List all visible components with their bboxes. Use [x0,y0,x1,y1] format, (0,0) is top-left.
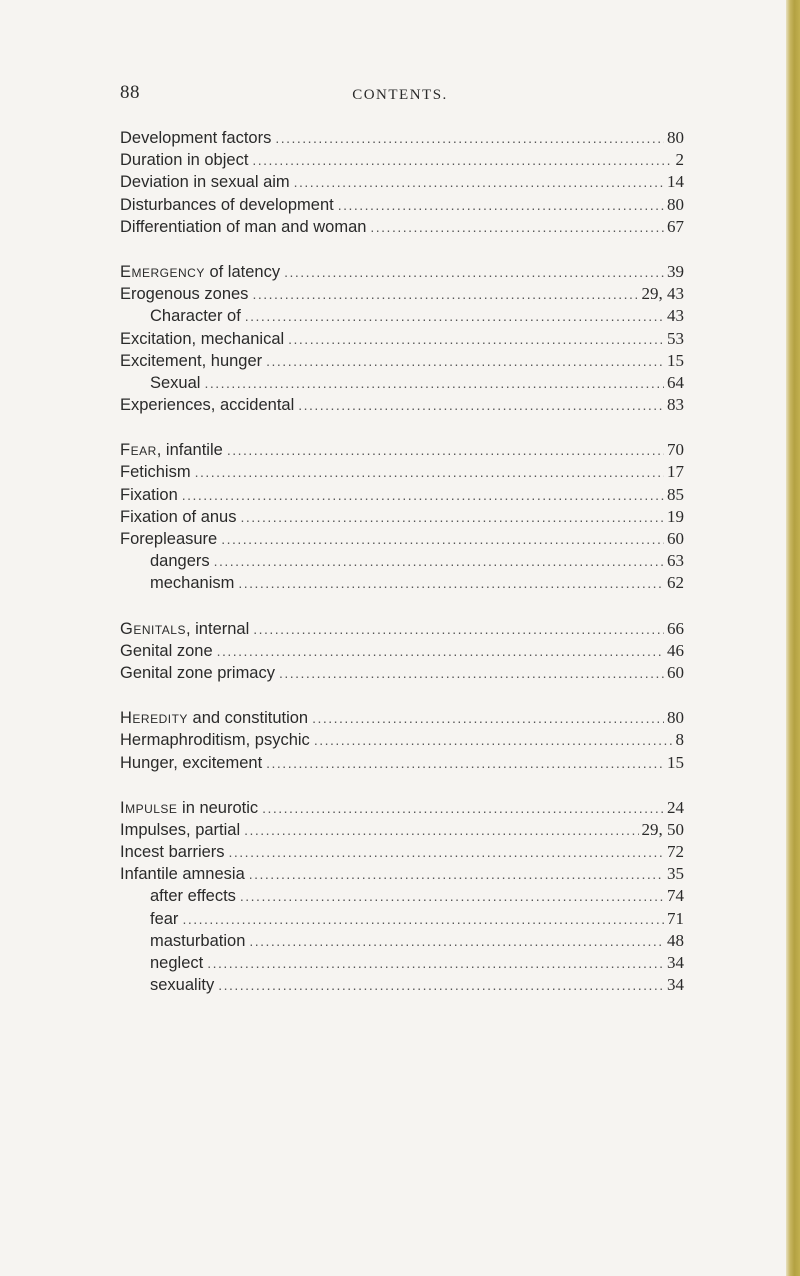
entry-label [120,194,334,216]
entry-label [120,707,308,729]
entry-label [120,797,258,819]
entry-label [120,328,284,350]
entry-text: Differentiation of man and woman [120,217,367,236]
entry-page-number: 85 [667,484,684,504]
dot-leader [370,216,664,238]
dot-leader [266,752,664,774]
dot-leader [240,885,664,907]
dot-leader [266,350,664,372]
entry-text: Impulses, partial [120,820,241,839]
dot-leader [229,841,664,863]
dot-leader [221,528,664,550]
entry-page-number: 71 [667,908,684,928]
contents-entry [120,550,684,572]
dot-leader [182,484,664,506]
dot-leader [284,261,664,283]
dot-leader [275,127,664,149]
entry-label [120,841,225,863]
entry-label [120,171,290,193]
entry-page-number: 60 [667,662,684,682]
page-edge [786,0,800,1276]
dot-leader [294,171,664,193]
dot-leader [314,729,673,751]
entry-page-number: 62 [667,573,684,593]
running-head: CONTENTS. [352,87,448,103]
entry-label [120,350,262,372]
entry-page-number: 66 [667,618,684,638]
entry-text: Hermaphroditism, psychic [120,731,310,750]
dot-leader [249,930,664,952]
entry-text: dangers [150,552,210,571]
entry-text: Erogenous zones [120,285,249,304]
entry-text: , infantile [156,441,223,460]
contents-entry [120,662,684,684]
contents-entry [120,484,684,506]
entry-label [120,819,240,841]
entry-text: Experiences, accidental [120,396,295,415]
contents-entry [120,149,684,171]
contents-entry [120,618,684,640]
entry-text: Hunger, excitement [120,753,263,772]
dot-leader [253,618,664,640]
dot-leader [288,328,664,350]
contents-entry [120,819,684,841]
contents-entry [120,372,684,394]
entry-text: Excitement, hunger [120,351,263,370]
entry-page-number: 8 [675,730,684,750]
contents-entry [120,283,684,305]
entry-label [120,952,203,974]
entry-label [120,908,178,930]
entry-label [120,550,210,572]
entry-text: Disturbances of development [120,195,334,214]
entry-page-number: 14 [667,172,684,192]
contents-entry [120,640,684,662]
entry-page-number: 72 [667,842,684,862]
entry-page-number: 64 [667,372,684,392]
contents-entry [120,506,684,528]
entry-label [120,885,236,907]
dot-leader [244,819,638,841]
entry-page-number: 48 [667,930,684,950]
contents-entry [120,216,684,238]
entry-page-number: 24 [667,797,684,817]
entry-label [120,261,280,283]
entry-text: sexuality [150,976,215,995]
contents-entry [120,930,684,952]
entry-label [120,974,214,996]
contents-entry [120,350,684,372]
contents-entry [120,729,684,751]
entry-text: , internal [185,619,250,638]
entry-text: mechanism [150,574,235,593]
dot-leader [207,952,664,974]
entry-label [120,127,271,149]
entry-page-number: 83 [667,395,684,415]
contents-entry [120,305,684,327]
contents-entry [120,127,684,149]
contents-entry [120,328,684,350]
entry-label [120,484,178,506]
entry-page-number: 70 [667,440,684,460]
entry-text: Character of [150,307,241,326]
contents-entry [120,394,684,416]
entry-text: Infantile amnesia [120,865,245,884]
entry-text: Sexual [150,373,201,392]
entry-text: and constitution [187,709,309,728]
entry-text: Genital zone primacy [120,663,275,682]
entry-page-number: 74 [667,886,684,906]
entry-page-number: 80 [667,194,684,214]
contents-entry [120,707,684,729]
entry-page-number: 2 [675,150,684,170]
entry-text: neglect [150,954,204,972]
entry-page-number: 29, 43 [641,284,684,304]
entry-label [120,662,275,684]
contents-entry [120,439,684,461]
entry-text: in neurotic [177,798,259,817]
entry-page-number: 34 [667,975,684,995]
entry-text: Fixation of anus [120,507,237,526]
entry-page-number: 15 [667,350,684,370]
dot-leader [298,394,664,416]
dot-leader [312,707,664,729]
contents-entry [120,974,684,996]
contents-entry [120,752,684,774]
entry-label [120,439,223,461]
entry-label [120,572,234,594]
dot-leader [217,640,664,662]
entry-page-number: 67 [667,216,684,236]
dot-leader [279,662,664,684]
entry-label [120,506,236,528]
entry-page-number: 63 [667,551,684,571]
contents-entry [120,797,684,819]
contents-entry [120,908,684,930]
dot-leader [240,506,664,528]
entry-text: Genital zone [120,641,213,660]
entry-lead-word: Genitals [120,619,186,638]
contents-entry [120,572,684,594]
dot-leader [238,572,664,594]
entry-page-number: 29, 50 [641,819,684,839]
entry-page-number: 80 [667,128,684,147]
entry-lead-word: Fear [120,441,157,460]
contents-entry [120,461,684,483]
entry-page-number: 15 [667,752,684,772]
entry-page-number: 60 [667,529,684,548]
dot-leader [245,305,664,327]
entry-page-number: 17 [667,462,684,482]
dot-leader [262,797,664,819]
entry-label [120,640,213,662]
dot-leader [338,194,664,216]
entry-label [120,528,217,550]
dot-leader [195,461,664,483]
entry-page-number: 35 [667,864,684,884]
entry-page-number: 53 [667,328,684,348]
page-number: 88 [120,82,140,103]
entry-lead-word: Impulse [120,798,178,817]
entry-page-number: 43 [667,306,684,326]
contents-entry [120,885,684,907]
entry-text: Deviation in sexual aim [120,173,290,192]
entry-page-number: 80 [667,708,684,728]
entry-label [120,283,248,305]
dot-leader [204,372,664,394]
page-header [120,82,680,112]
entry-label [120,461,191,483]
dot-leader [227,439,664,461]
entry-lead-word: Heredity [120,709,188,728]
entry-page-number: 34 [667,953,684,972]
entry-label [120,216,366,238]
entry-text: Duration in object [120,151,249,170]
contents-list [120,127,684,996]
entry-label [120,752,262,774]
entry-text: fear [150,909,179,928]
entry-label [120,729,310,751]
dot-leader [252,149,672,171]
entry-label [120,372,200,394]
entry-label [120,930,245,952]
entry-label [120,305,241,327]
contents-entry [120,952,684,974]
entry-text: masturbation [150,931,246,950]
contents-entry [120,863,684,885]
entry-label [120,618,249,640]
entry-text: after effects [150,887,236,906]
contents-entry [120,194,684,216]
dot-leader [182,908,664,930]
contents-entry [120,841,684,863]
entry-page-number: 39 [667,261,684,281]
entry-text: Forepleasure [120,530,218,548]
contents-entry [120,261,684,283]
entry-page-number: 46 [667,640,684,660]
entry-text: Fetichism [120,463,191,482]
entry-text: of latency [204,262,281,281]
entry-text: Excitation, mechanical [120,329,285,348]
entry-label [120,394,294,416]
dot-leader [252,283,638,305]
entry-text: Incest barriers [120,843,225,862]
entry-label [120,863,245,885]
dot-leader [249,863,664,885]
entry-text: Development factors [120,129,272,147]
entry-lead-word: Emergency [120,262,205,281]
entry-page-number: 19 [667,506,684,526]
entry-label [120,149,248,171]
contents-entry [120,171,684,193]
dot-leader [214,550,664,572]
entry-text: Fixation [120,485,178,504]
dot-leader [218,974,664,996]
contents-entry [120,528,684,550]
